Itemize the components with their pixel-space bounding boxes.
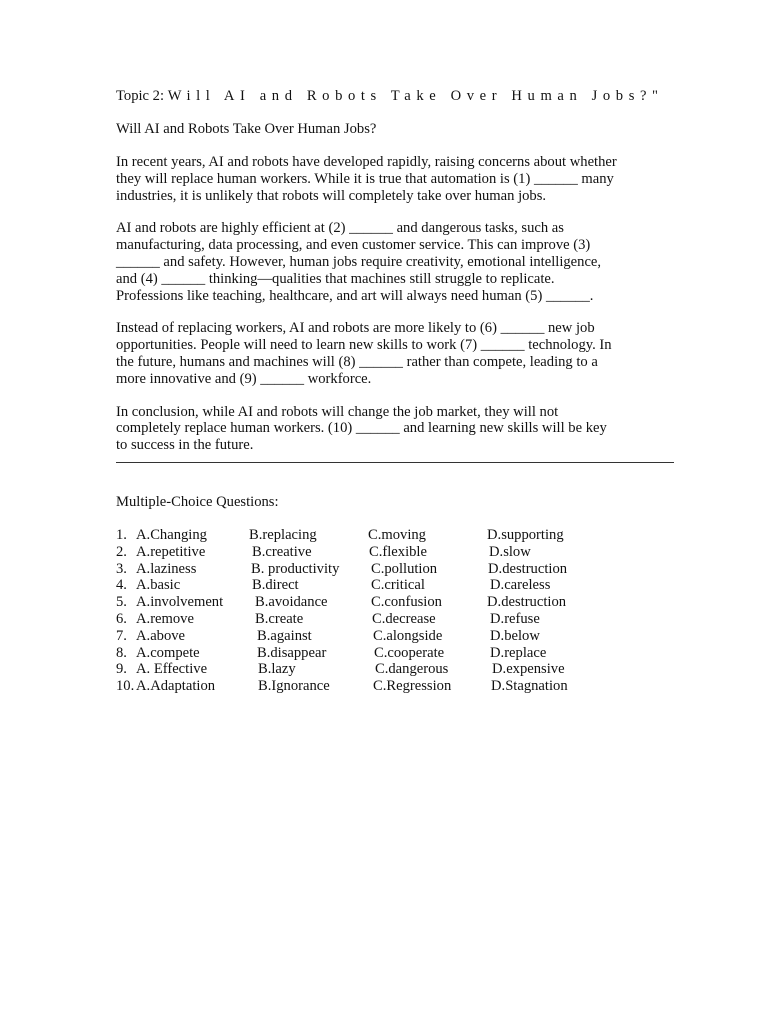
option-a: A.involvement (136, 594, 224, 611)
option-d: D.below (490, 627, 540, 644)
paragraph-line: AI and robots are highly efficient at (2) ______ and dangerous tasks, such as (116, 220, 564, 237)
paragraph-line: manufacturing, data processing, and even customer service. This can improve (3) (116, 237, 591, 254)
option-b: B.disappear (257, 644, 327, 661)
option-a: A.laziness (136, 560, 197, 577)
option-d: D.expensive (492, 661, 565, 678)
option-b: B.avoidance (255, 594, 328, 611)
paragraph-line: and (4) ______ thinking—qualities that machines still struggle to replicate. (116, 270, 555, 287)
topic-prefix: Topic 2: (116, 88, 165, 104)
option-a: A.above (136, 627, 186, 644)
option-a: A.Adaptation (136, 678, 216, 695)
option-c: C.cooperate (374, 644, 445, 661)
topic-line (116, 87, 676, 105)
question-number: 8. (116, 644, 127, 661)
option-a: A.basic (136, 577, 181, 594)
question-number: 9. (116, 661, 127, 678)
option-a: A.repetitive (136, 543, 206, 560)
question-number: 7. (116, 627, 127, 644)
paragraph-2 (116, 220, 676, 304)
document-page (116, 87, 676, 695)
paragraph-line: In conclusion, while AI and robots will change the job market, they will not (116, 403, 559, 420)
option-d: D.destruction (488, 560, 568, 577)
option-c: C.dangerous (375, 661, 449, 678)
paragraph-line: Professions like teaching, healthcare, and art will always need human (5) ______. (116, 287, 594, 304)
option-b: B.create (255, 610, 304, 627)
question-number: 2. (116, 543, 127, 560)
option-d: D.slow (489, 543, 531, 560)
paragraph-1 (116, 154, 676, 204)
option-b: B.creative (252, 543, 312, 560)
option-a: A.remove (136, 610, 194, 627)
option-b: B. productivity (251, 560, 340, 577)
question-number: 5. (116, 594, 127, 611)
option-a: A.compete (136, 644, 200, 661)
question-row (116, 527, 676, 544)
option-c: C.confusion (371, 594, 442, 611)
option-d: D.Stagnation (491, 678, 568, 695)
question-number: 10. (116, 678, 135, 695)
question-row (116, 645, 676, 662)
paragraph-line: In recent years, AI and robots have developed rapidly, raising concerns about whether (116, 154, 617, 170)
paragraph-3 (116, 320, 676, 387)
option-b: B.replacing (249, 526, 317, 543)
paragraph-line: the future, humans and machines will (8) ______ rather than compete, leading to a (116, 353, 598, 370)
question-row (116, 661, 676, 678)
mc-heading: Multiple-Choice Questions: (116, 493, 279, 510)
option-b: B.Ignorance (258, 678, 330, 695)
option-d: D.destruction (487, 594, 567, 611)
option-c: C.pollution (371, 560, 438, 577)
paragraph-line: opportunities. People will need to learn new skills to work (7) ______ technology. In (116, 337, 612, 354)
option-d: D.refuse (490, 610, 540, 627)
option-c: C.alongside (373, 627, 443, 644)
option-b: B.direct (252, 577, 299, 594)
question-list (116, 527, 676, 695)
question-row (116, 628, 676, 645)
question-row (116, 611, 676, 628)
paragraph-line: ______ and safety. However, human jobs require creativity, emotional intelligence, (116, 253, 602, 270)
option-c: C.moving (368, 526, 426, 543)
option-b: B.against (257, 627, 312, 644)
question-row (116, 678, 676, 695)
option-c: C.critical (371, 577, 425, 594)
option-c: C.Regression (373, 678, 452, 695)
option-c: C.flexible (369, 543, 427, 560)
option-d: D.careless (490, 577, 551, 594)
paragraph-line: to success in the future. (116, 437, 254, 454)
option-a: A.Changing (136, 526, 207, 543)
paragraph-line: Instead of replacing workers, AI and robots are more likely to (6) ______ new job (116, 320, 595, 337)
question-row (116, 577, 676, 594)
question-number: 4. (116, 577, 127, 594)
question-row (116, 544, 676, 561)
passage-heading: Will AI and Robots Take Over Human Jobs? (116, 121, 377, 137)
paragraph-line: more innovative and (9) ______ workforce. (116, 370, 372, 387)
paragraph-line: they will replace human workers. While it is true that automation is (1) ______ many (116, 170, 614, 187)
question-number: 6. (116, 610, 127, 627)
question-row (116, 561, 676, 578)
paragraph-line: industries, it is unlikely that robots will completely take over human jobs. (116, 187, 547, 204)
topic-title: Will AI and Robots Take Over Human Jobs?" (167, 88, 664, 104)
question-row (116, 594, 676, 611)
option-d: D.replace (490, 644, 547, 661)
paragraph-line: completely replace human workers. (10) ______ and learning new skills will be key (116, 420, 607, 437)
paragraph-4 (116, 404, 676, 454)
option-a: A. Effective (136, 661, 208, 678)
option-c: C.decrease (372, 610, 436, 627)
question-number: 3. (116, 560, 127, 577)
option-d: D.supporting (487, 526, 564, 543)
horizontal-rule (116, 462, 674, 463)
question-number: 1. (116, 526, 127, 543)
option-b: B.lazy (258, 661, 296, 678)
